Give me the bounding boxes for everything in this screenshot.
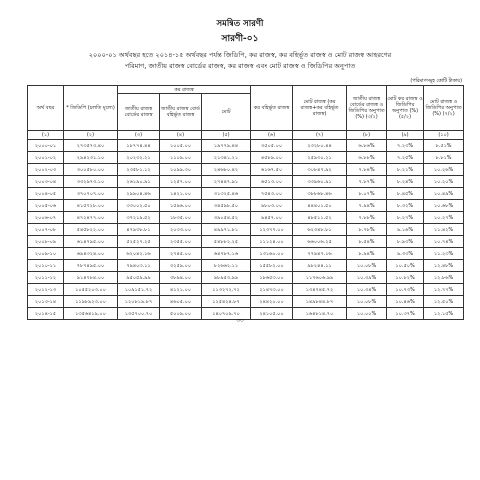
- table-cell: ৩৭০৭০৭.০০: [64, 188, 118, 200]
- table-cell: ৮.৪৫%: [387, 188, 424, 200]
- table-cell: ২৩৫৮১.১২: [118, 164, 160, 176]
- table-cell: ১৬৪৮১৪.৭০: [293, 308, 347, 320]
- table-number: সারণী-০১: [221, 34, 259, 44]
- table-cell: ৪৫৮৯.০০: [251, 152, 293, 164]
- table-cell: ৮.৩২%: [387, 200, 424, 212]
- table-cell: ৮.২৭%: [387, 212, 424, 224]
- table-cell: ১০.৫০%: [387, 260, 424, 272]
- table-cell: ১১.৪২%: [424, 224, 464, 236]
- column-number: (৯): [387, 131, 424, 140]
- table-cell: ১০.৩৯%: [347, 272, 387, 284]
- table-cell: ৮.৭৮%: [347, 224, 387, 236]
- table-cell: ৮.২১%: [387, 164, 424, 176]
- table-cell: ৪৮৫১১.৫২: [293, 212, 347, 224]
- column-header-total-revenue: মোট রাজস্ব (কর রাজস্ব+কর বহির্ভূত রাজস্ব): [293, 86, 347, 131]
- table-cell: ১০.০৮%: [347, 260, 387, 272]
- table-cell: ৯৮৯৫৩.৯৯: [202, 272, 251, 284]
- table-cell: ১৮৭৭৪.৪৪: [118, 140, 160, 152]
- table-cell: ৭.২৫%: [387, 152, 424, 164]
- column-number: (৫): [202, 131, 251, 140]
- table-cell: ৬৯৪৩২৪.০০: [64, 248, 118, 260]
- table-cell: ২০০৫-০৬: [28, 200, 64, 212]
- table-cell: ৩৮৯৪.০০: [160, 272, 202, 284]
- table-cell: ২১৪৭৩.০০: [251, 284, 293, 296]
- table-cell: ২০০০-০১: [28, 140, 64, 152]
- table-cell: ১৫৯৬.০০: [160, 200, 202, 212]
- table-cell: ২০৩৩.০০: [160, 224, 202, 236]
- table-row: [28, 236, 464, 248]
- table-cell: ২০০৭-০৮: [28, 224, 64, 236]
- table-cell: ৭৫৪৩.০০: [251, 188, 293, 200]
- table-cell: ৩৪৫৯৮.৫০: [202, 200, 251, 212]
- table-cell: ২৩২৮০.৪৪: [293, 140, 347, 152]
- column-header-non-tax-revenue: কর বহির্ভূত রাজস্ব: [251, 86, 293, 131]
- table-cell: ৫৪৫৮২২.০০: [64, 224, 118, 236]
- table-cell: ২০২৩২.২১: [118, 152, 160, 164]
- table-cell: ৮.৫১%: [424, 140, 464, 152]
- table-cell: ২০১২-১৩: [28, 284, 64, 296]
- table-cell: ৮.৯৪%: [347, 248, 387, 260]
- table-cell: ৬১৬৭.৫০: [251, 164, 293, 176]
- table-cell: ১১১২৪.০০: [251, 236, 293, 248]
- table-cell: ৬.৮৬%: [347, 140, 387, 152]
- table-cell: ৪১৫৭২৮.০০: [64, 200, 118, 212]
- table-cell: ১১৩২৭২.৭২: [202, 284, 251, 296]
- table-cell: ১০.৬৮%: [424, 200, 464, 212]
- table-cell: ২৪১০৫.০০: [251, 308, 293, 320]
- table-body: [28, 140, 464, 320]
- table-subtitle-line-1: ২০০০-০১ অর্থবছর হতে ২০১৪-১৫ অর্থবছর পর্যন্ত জিডিপি, কর রাজস্ব, কর বহির্ভূত রাজস্ব ও মোট রাজস্ব আহরণের: [88, 51, 392, 59]
- table-cell: ১০.৭৩%: [387, 284, 424, 296]
- table-cell: ১২.১৫%: [424, 308, 464, 320]
- table-row: [28, 224, 464, 236]
- table-cell: ২৭৪৪৭.৯১: [202, 176, 251, 188]
- table-cell: ১৫৫৮২.০০: [251, 260, 293, 272]
- table-cell: ৬১৪৭৯৫.০০: [64, 236, 118, 248]
- table-cell: ৫২৫২৭.২৫: [118, 236, 160, 248]
- table-row: [28, 188, 464, 200]
- table-cell: ১০৫৫২০৩.০০: [64, 284, 118, 296]
- table-cell: ৭.৮৭%: [347, 176, 387, 188]
- table-cell: ৪১২১.০০: [160, 284, 202, 296]
- table-cell: ২৭৪৫.০০: [160, 248, 202, 260]
- column-header-nbr-revenue: জাতীয় রাজস্ব বোর্ডের রাজস্ব: [118, 94, 160, 131]
- column-number: (৬): [251, 131, 293, 140]
- table-cell: ১৩৫৭০০.৭০: [118, 308, 160, 320]
- table-cell: ১২.৫০%: [424, 296, 464, 308]
- table-cell: ১২.৮৬%: [424, 272, 464, 284]
- table-row: [28, 164, 464, 176]
- table-cell: ৩০০৫৮০.০০: [64, 164, 118, 176]
- table-cell: ৪৭২৪৭৭.০০: [64, 212, 118, 224]
- table-cell: ৭৭৯৪৭.১৬: [293, 248, 347, 260]
- table-cell: ২০০৩-০৪: [28, 176, 64, 188]
- table-cell: ৩৭২১৯.৫২: [118, 212, 160, 224]
- column-header-revenue-gdp-ratio: মোট রাজস্ব ও জিডিপির অনুপাত (%) (৭/২): [424, 86, 464, 131]
- column-header-gdp: * জিডিপি (চলতি মূল্যে): [64, 86, 118, 131]
- table-row: [28, 284, 464, 296]
- column-number: (৮): [347, 131, 387, 140]
- table-row: [28, 272, 464, 284]
- table-cell: ১০.০৮%: [347, 296, 387, 308]
- column-header-non-nbr-revenue: জাতীয় রাজস্ব বোর্ড বহির্ভূত রাজস্ব: [160, 94, 202, 131]
- table-cell: ৭৮৭৪৯৫.০০: [64, 260, 118, 272]
- table-cell: ৪৬০৫.০০: [160, 296, 202, 308]
- column-number: (১): [28, 131, 64, 140]
- table-cell: ১২.৪৮%: [424, 260, 464, 272]
- table-cell: ১৩৫৬৪১৯.০০: [64, 308, 118, 320]
- table-subtitle-line-2: পরিমাণ, জাতীয় রাজস্ব বোর্ডের রাজস্ব, কর রাজস্ব এবং মোট রাজস্ব ও জিডিপির অনুপাত: [124, 62, 356, 70]
- table-cell: ৮.২৪%: [387, 176, 424, 188]
- table-cell: ২০০৯-১০: [28, 248, 64, 260]
- table-cell: ৯৮০৩.০০: [251, 200, 293, 212]
- column-number: (৩): [118, 131, 160, 140]
- document-heading: সমন্বিত সারণী: [216, 19, 264, 29]
- table-cell: ১০.৮২%: [387, 272, 424, 284]
- column-number: (৭): [293, 131, 347, 140]
- table-cell: ৮.৮১%: [424, 152, 464, 164]
- table-cell: ১০০৫.০০: [160, 140, 202, 152]
- table-cell: ১১৭৬০৬.৯৯: [293, 272, 347, 284]
- table-cell: ৯৫০৫৯.৯৯: [118, 272, 160, 284]
- revenue-table: [27, 85, 464, 320]
- table-cell: ১০.৪৯%: [424, 188, 464, 200]
- table-cell: ৯৪৫৭.০০: [251, 212, 293, 224]
- table-cell: ১৮৬৫৩.০০: [251, 272, 293, 284]
- table-cell: ১০.৩৪%: [347, 284, 387, 296]
- table-cell: ২৪৬৮০.৪২: [202, 164, 251, 176]
- table-cell: ২৪৪২০.০০: [251, 296, 293, 308]
- table-cell: ১০.৭৪%: [424, 236, 464, 248]
- table-cell: ১৪০৭০৯.৭০: [202, 308, 251, 320]
- table-cell: ২০০৮-০৯: [28, 236, 64, 248]
- table-cell: ৮.৫৪%: [347, 236, 387, 248]
- table-cell: ৬২০৪২.১৬: [118, 248, 160, 260]
- table-cell: ২০১৪-১৫: [28, 308, 64, 320]
- table-cell: ১১০৯.০০: [160, 152, 202, 164]
- table-cell: ২১৩৪১.২১: [202, 152, 251, 164]
- table-cell: ৪৯৯৭১.৮১: [202, 224, 251, 236]
- table-cell: ১০.২০%: [424, 176, 464, 188]
- table-row: [28, 248, 464, 260]
- table-cell: ৪৭৯৩৮.৮১: [118, 224, 160, 236]
- table-cell: ১২৫৭.০০: [160, 176, 202, 188]
- table-cell: ১৩১৬০.০০: [251, 248, 293, 260]
- column-header-nbr-gdp-ratio: জাতীয় রাজস্ব বোর্ডের রাজস্ব ও জিডিপির অনুপাত (%) (৩/২): [347, 86, 387, 131]
- group-header-tax-revenue: কর রাজস্ব: [118, 86, 251, 94]
- table-cell: ৩৩০০২.৫০: [118, 200, 160, 212]
- table-cell: ১২৩৭৭.০০: [251, 224, 293, 236]
- table-cell: ৯.১৬%: [387, 224, 424, 236]
- table-cell: ৩৮৮৬৮.৪৬: [293, 188, 347, 200]
- table-cell: ৭.৮৮%: [347, 212, 387, 224]
- table-cell: ১০৯৯.৩০: [160, 164, 202, 176]
- table-cell: ৩৯০৫৪.৫২: [202, 212, 251, 224]
- table-cell: ১০.৪৬%: [387, 296, 424, 308]
- table-cell: ২০০১-০২: [28, 152, 64, 164]
- table-cell: ৩২৫৯.০০: [160, 260, 202, 272]
- table-cell: ৩৩৯৬০.৯১: [293, 176, 347, 188]
- table-cell: ৭.৯৪%: [347, 200, 387, 212]
- table-cell: ২০০৪-০৫: [28, 188, 64, 200]
- table-cell: ৪৪৪০১.৫০: [293, 200, 347, 212]
- table-cell: ১০.২৬%: [424, 164, 464, 176]
- table-cell: ৩০৮৪৭.৯২: [293, 164, 347, 176]
- table-cell: ১০.২৭%: [424, 212, 464, 224]
- table-cell: ১৪৯৮৪৪.৮৭: [293, 296, 347, 308]
- table-cell: ২৭৩৫৭৩.৪০: [64, 140, 118, 152]
- page-number: ৩৩: [236, 318, 244, 324]
- column-number: (৪): [160, 131, 202, 140]
- column-header-tax-gdp-ratio: মোট কর রাজস্ব ও জিডিপির অনুপাত (%) (৫/২): [387, 86, 424, 131]
- column-number: (১০): [424, 131, 464, 140]
- column-header-total-tax: মোট: [202, 94, 251, 131]
- table-cell: ১৯৭৭৯.৪৪: [202, 140, 251, 152]
- table-cell: ১০৯১৫১.৭২: [118, 284, 160, 296]
- table-cell: ২০০৬-০৭: [28, 212, 64, 224]
- table-cell: ১২০৮১৯.৮৭: [118, 296, 160, 308]
- table-cell: ১০.৩৭%: [387, 308, 424, 320]
- table-row: [28, 296, 464, 308]
- table-cell: ২০১৩-১৪: [28, 296, 64, 308]
- table-cell: ৮.০৭%: [347, 188, 387, 200]
- table-cell: ১১.২৩%: [424, 248, 464, 260]
- table-row: [28, 200, 464, 212]
- column-number: (২): [64, 131, 118, 140]
- table-cell: ৯.৩৩%: [387, 248, 424, 260]
- table-cell: ৯৮২৪৪.১১: [293, 260, 347, 272]
- table-cell: ৯১৪৭৮৪.০০: [64, 272, 118, 284]
- table-cell: ২৯৯০৪.৪৬: [118, 188, 160, 200]
- table-cell: ২৫৯৩০.২১: [293, 152, 347, 164]
- table-row: [28, 140, 464, 152]
- table-cell: ২৬১৯০.৯১: [118, 176, 160, 188]
- table-cell: ৭.২৩%: [387, 140, 424, 152]
- table-cell: ৩১৩২৫.৪৬: [202, 188, 251, 200]
- table-cell: ৬৬০০৬.২৫: [293, 236, 347, 248]
- table-cell: ২০১০-১১: [28, 260, 64, 272]
- table-cell: ৮২৬৬২.১১: [202, 260, 251, 272]
- table-cell: ১০.০০%: [347, 308, 387, 320]
- table-cell: ২০০২-০৩: [28, 164, 64, 176]
- table-cell: ১৪২১.০০: [160, 188, 202, 200]
- table-cell: ৬৪৭৮৭.১৬: [202, 248, 251, 260]
- table-cell: ১৮৩৫.০০: [160, 212, 202, 224]
- column-header-fiscal-year: অর্থ বছর: [28, 86, 64, 131]
- table-cell: ৫০০৯.০০: [160, 308, 202, 320]
- table-row: [28, 212, 464, 224]
- table-cell: ৫৪৮৮২.২৫: [202, 236, 251, 248]
- table-row: [28, 152, 464, 164]
- table-cell: ৬৫১৩.০০: [251, 176, 293, 188]
- table-cell: ১২.৭৭%: [424, 284, 464, 296]
- table-cell: ৬.৮৮%: [347, 152, 387, 164]
- table-row: [28, 260, 464, 272]
- table-cell: ৬২৩৪৮.৮১: [293, 224, 347, 236]
- table-cell: ৭.৮৪%: [347, 164, 387, 176]
- table-cell: ৩৫০৫.০০: [251, 140, 293, 152]
- table-cell: ৩৩২৯৭৩.১০: [64, 176, 118, 188]
- table-cell: ২৩৫৫.০০: [160, 236, 202, 248]
- table-cell: ২৯৪২৩১.১০: [64, 152, 118, 164]
- unit-note: (পরিমাণসমূহ কোটি টাকায়): [410, 79, 462, 84]
- table-cell: ২০১১-১২: [28, 272, 64, 284]
- table-cell: ৮.৯৩%: [387, 236, 424, 248]
- table-cell: ৭৯৪০৩.১১: [118, 260, 160, 272]
- table-cell: ১১৯৮৯২৩.০০: [64, 296, 118, 308]
- table-cell: ১২৫৪২৪.৮৭: [202, 296, 251, 308]
- table-row: [28, 176, 464, 188]
- table-cell: ১৩৪৭৪৫.৭২: [293, 284, 347, 296]
